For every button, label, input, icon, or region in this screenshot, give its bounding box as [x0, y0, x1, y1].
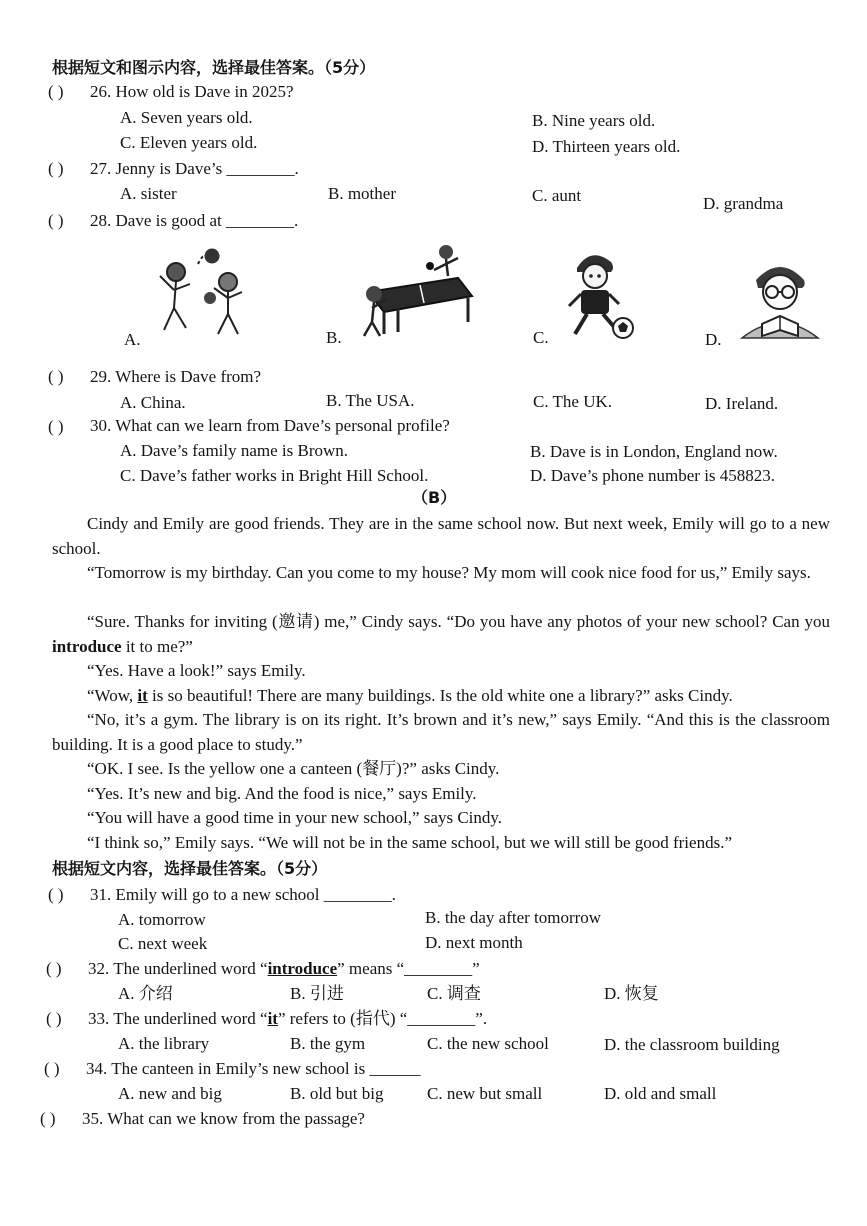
q34-option-c[interactable]: C. new but small — [427, 1084, 543, 1103]
passage-paragraph-9: “You will have a good time in your new school,” says Cindy. — [87, 808, 503, 827]
football-boy-picture — [565, 248, 637, 340]
p5-text-end: is so beautiful! There are many buildings. Is the old white one a library?” asks Cindy. — [147, 686, 733, 705]
q32-stem — [88, 958, 480, 980]
q33-stem — [88, 1008, 487, 1030]
q33-stem-end: ” refers to (指代) “________”. — [277, 1009, 488, 1028]
q28-option-c[interactable]: C. — [533, 328, 549, 347]
passage-paragraph-6: “No, it’s a gym. The library is on its right. It’s brown and it’s new,” says Emily. “And this is the classroom building. It is a good place to study.” — [52, 710, 830, 754]
q30-option-d[interactable]: D. Dave’s phone number is 458823. — [530, 466, 776, 485]
q33-stem-start: 33. The underlined word “ — [88, 1009, 268, 1028]
introduce-word: introduce — [52, 636, 122, 656]
q32-answer-bracket[interactable]: ( ) — [46, 959, 62, 978]
q30-stem: 30. What can we learn from Dave’s personal profile? — [90, 416, 450, 435]
q29-stem: 29. Where is Dave from? — [90, 367, 262, 386]
table-tennis-picture — [358, 242, 476, 340]
q29-option-b[interactable]: B. The USA. — [326, 391, 415, 410]
q32-underlined-word: introduce — [267, 959, 338, 978]
q28-option-b[interactable]: B. — [326, 328, 342, 347]
q28-stem: 28. Dave is good at ________. — [90, 211, 299, 230]
q31-option-d[interactable]: D. next month — [425, 933, 523, 952]
passage-paragraph-3 — [52, 610, 830, 659]
q31-option-c[interactable]: C. next week — [118, 934, 208, 953]
q29-option-c[interactable]: C. The UK. — [533, 392, 613, 411]
q31-option-b[interactable]: B. the day after tomorrow — [425, 908, 602, 927]
q32-stem-end: ” means “________” — [337, 959, 480, 978]
q28-answer-bracket[interactable]: ( ) — [48, 211, 64, 230]
q27-option-a[interactable]: A. sister — [120, 184, 177, 203]
q32-option-a[interactable]: A. 介绍 — [118, 984, 173, 1003]
q31-stem: 31. Emily will go to a new school ________. — [90, 885, 396, 904]
q28-option-a[interactable]: A. — [124, 330, 141, 349]
q31-answer-bracket[interactable]: ( ) — [48, 885, 64, 904]
basketball-kids-picture — [148, 240, 258, 340]
passage-paragraph-1: Cindy and Emily are good friends. They are in the same school now. But next week, Emily will go to a new school. — [52, 514, 830, 558]
q34-option-a[interactable]: A. new and big — [118, 1084, 222, 1103]
q33-option-c[interactable]: C. the new school — [427, 1034, 549, 1053]
section-a-instruction: 根据短文和图示内容，选择最佳答案。（5分） — [52, 58, 376, 77]
q29-option-a[interactable]: A. China. — [120, 393, 186, 412]
q35-stem: 35. What can we know from the passage? — [82, 1109, 365, 1128]
q27-option-b[interactable]: B. mother — [328, 184, 396, 203]
passage-paragraph-4: “Yes. Have a look!” says Emily. — [87, 661, 306, 680]
q33-answer-bracket[interactable]: ( ) — [46, 1009, 62, 1028]
q29-option-d[interactable]: D. Ireland. — [705, 394, 779, 413]
passage-paragraph-7: “OK. I see. Is the yellow one a canteen (餐厅)?” asks Cindy. — [87, 759, 500, 778]
q30-answer-bracket[interactable]: ( ) — [48, 417, 64, 436]
q26-option-a[interactable]: A. Seven years old. — [120, 108, 253, 127]
q27-option-d[interactable]: D. grandma — [703, 194, 784, 213]
q32-option-b[interactable]: B. 引进 — [290, 984, 344, 1003]
q33-option-a[interactable]: A. the library — [118, 1034, 210, 1053]
q27-stem: 27. Jenny is Dave’s ________. — [90, 159, 299, 178]
q33-underlined-word: it — [267, 1009, 278, 1028]
passage-paragraph-8: “Yes. It’s new and big. And the food is nice,” says Emily. — [87, 784, 477, 803]
q32-option-c[interactable]: C. 调查 — [427, 984, 481, 1003]
q33-option-d[interactable]: D. the classroom building — [604, 1035, 780, 1054]
p3-text-end: it to me?” — [121, 636, 193, 656]
q26-option-b[interactable]: B. Nine years old. — [532, 111, 656, 130]
q32-stem-start: 32. The underlined word “ — [88, 959, 268, 978]
q31-option-a[interactable]: A. tomorrow — [118, 910, 206, 929]
q27-option-c[interactable]: C. aunt — [532, 186, 582, 205]
q30-option-a[interactable]: A. Dave’s family name is Brown. — [120, 441, 349, 460]
passage-paragraph-2: “Tomorrow is my birthday. Can you come to my house? My mom will cook nice food for us,” Emily says. — [87, 563, 811, 582]
q27-answer-bracket[interactable]: ( ) — [48, 159, 64, 178]
q32-option-d[interactable]: D. 恢复 — [604, 984, 659, 1003]
q34-option-b[interactable]: B. old but big — [290, 1084, 384, 1103]
reading-boy-picture — [738, 258, 822, 344]
section-b-instruction: 根据短文内容，选择最佳答案。（5分） — [52, 859, 328, 878]
p3-text-start: “Sure. Thanks for inviting (邀请) me,” Cindy says. “Do you have any photos of your new school? Can you — [87, 612, 830, 631]
q34-stem: 34. The canteen in Emily’s new school is ______ — [86, 1059, 421, 1078]
q29-answer-bracket[interactable]: ( ) — [48, 367, 64, 386]
q26-stem: 26. How old is Dave in 2025? — [90, 82, 294, 101]
q26-answer-bracket[interactable]: ( ) — [48, 82, 64, 101]
q28-option-d[interactable]: D. — [705, 330, 722, 349]
q34-option-d[interactable]: D. old and small — [604, 1084, 717, 1103]
underlined-it-word: it — [137, 686, 148, 705]
q35-answer-bracket[interactable]: ( ) — [40, 1109, 56, 1128]
q30-option-b[interactable]: B. Dave is in London, England now. — [530, 442, 778, 461]
section-b-title: （B） — [412, 488, 457, 507]
passage-paragraph-10: “I think so,” Emily says. “We will not be in the same school, but we will still be good friends.” — [87, 833, 732, 852]
q33-option-b[interactable]: B. the gym — [290, 1034, 366, 1053]
q30-option-c[interactable]: C. Dave’s father works in Bright Hill School. — [120, 466, 429, 485]
q26-option-c[interactable]: C. Eleven years old. — [120, 133, 258, 152]
q26-option-d[interactable]: D. Thirteen years old. — [532, 137, 681, 156]
p5-text-start: “Wow, — [87, 686, 138, 705]
passage-paragraph-5 — [52, 684, 830, 709]
q34-answer-bracket[interactable]: ( ) — [44, 1059, 60, 1078]
